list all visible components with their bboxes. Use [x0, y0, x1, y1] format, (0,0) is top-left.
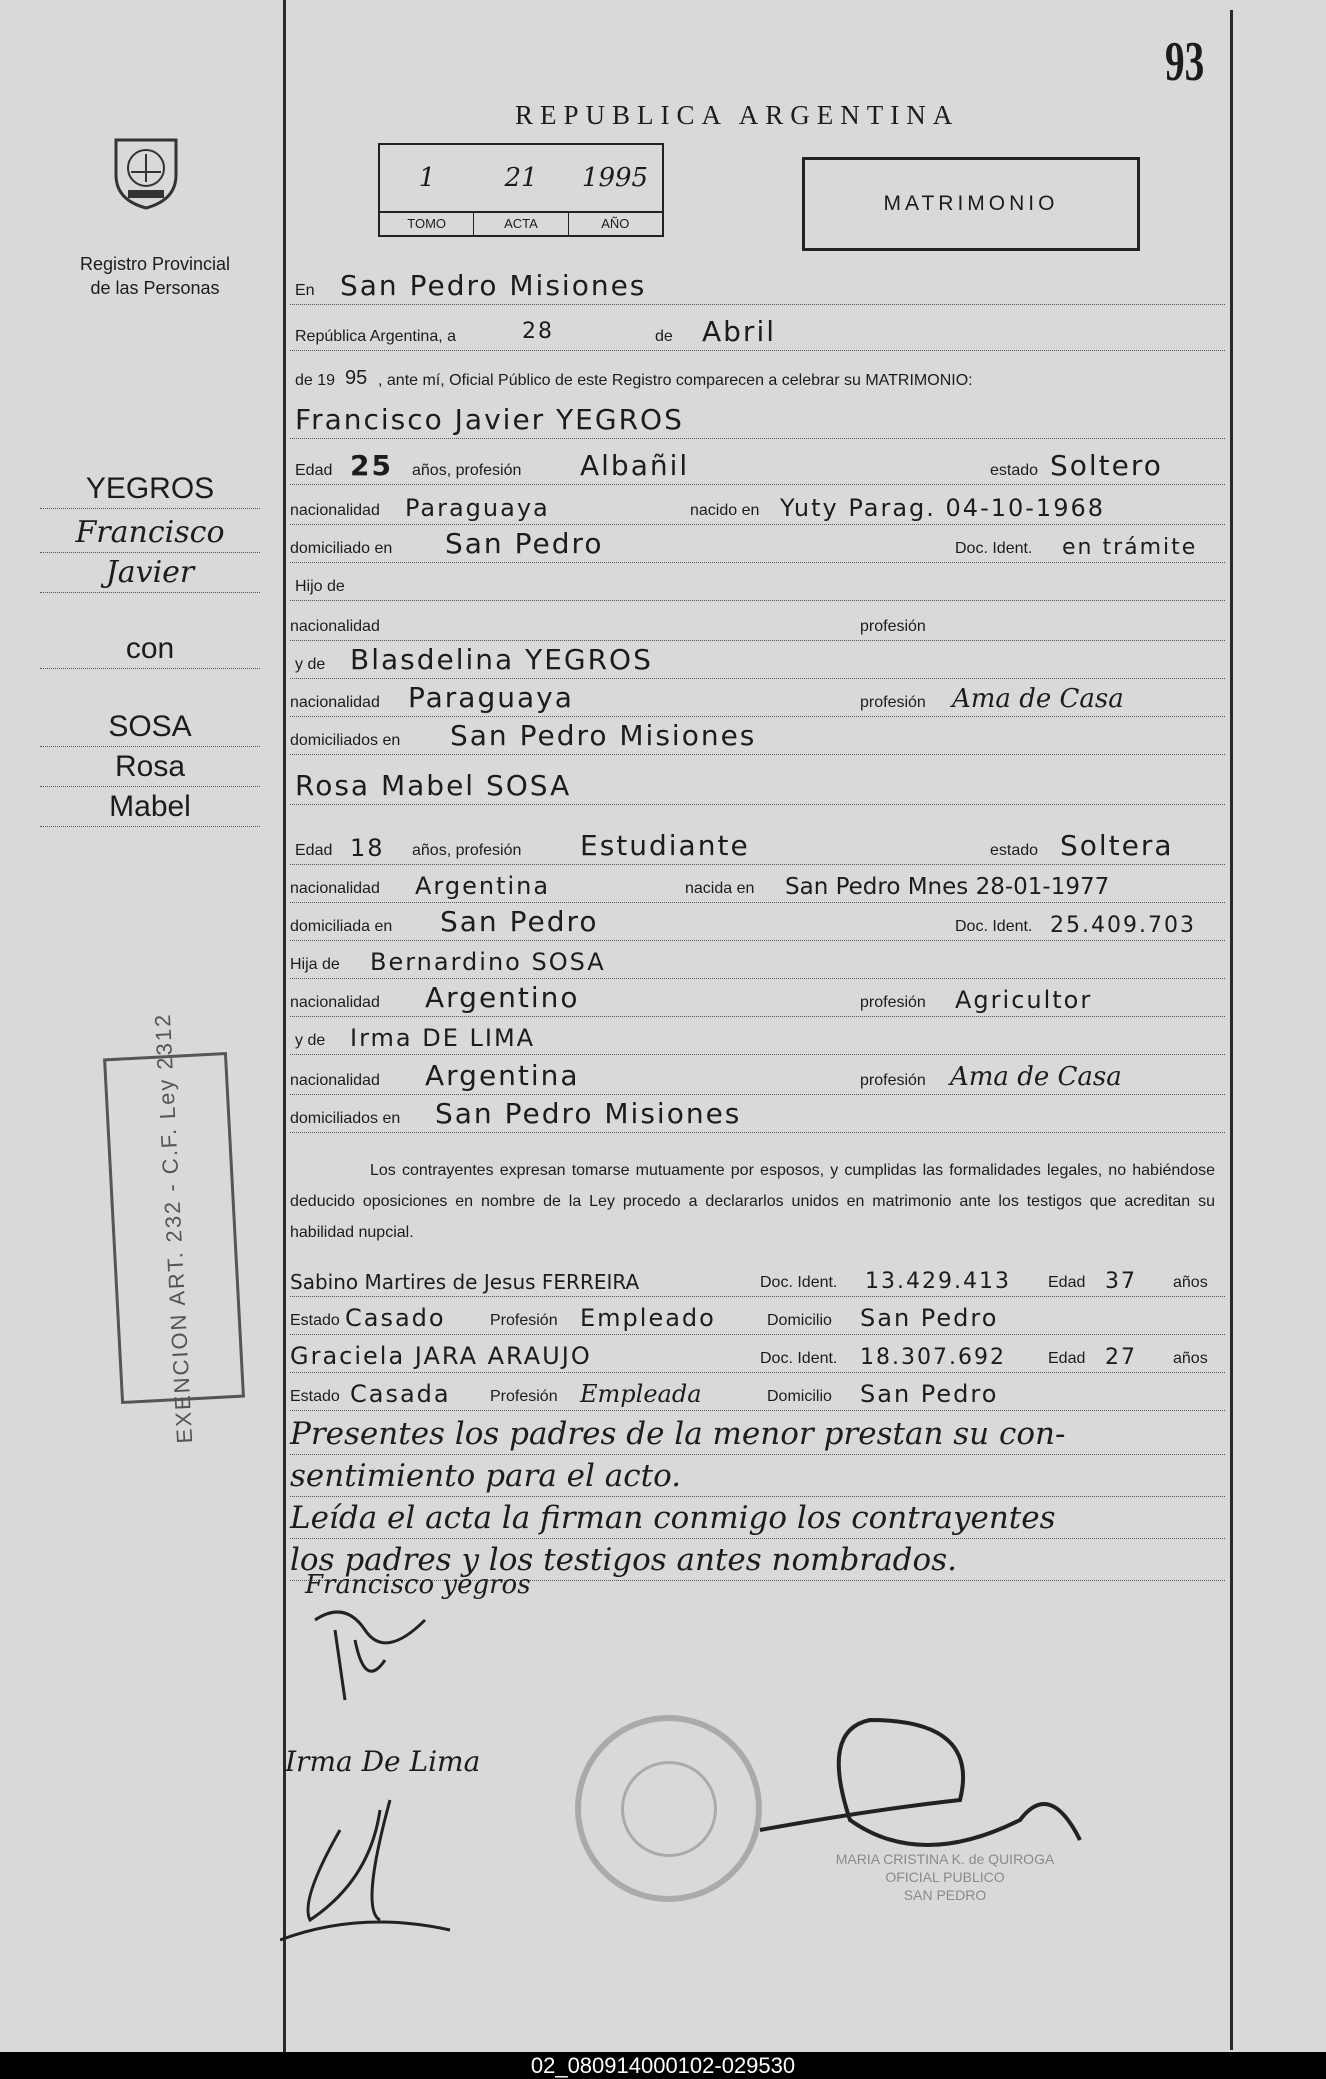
- witness-2-profession: Empleada: [580, 1380, 702, 1408]
- domicilio-label: Domicilio: [767, 1312, 832, 1329]
- nacionalidad-label: nacionalidad: [290, 880, 380, 897]
- form-row: [290, 1300, 1225, 1335]
- anos-profesion-label: años, profesión: [412, 842, 522, 859]
- margin-name-row: [40, 708, 260, 747]
- edad-label: Edad: [295, 842, 333, 859]
- form-row: [290, 404, 1225, 439]
- bride-age: 18: [350, 834, 385, 862]
- comparecen-text: , ante mí, Oficial Público de este Registro comparecen a celebrar su MATRIMONIO:: [378, 372, 973, 389]
- year-prefix: de 19: [295, 372, 336, 389]
- note-row: [290, 1500, 1225, 1539]
- groom-mother-nationality: Paraguaya: [408, 681, 574, 714]
- witness-2-domicile: San Pedro: [860, 1380, 999, 1408]
- day-value: 28: [522, 319, 554, 344]
- tomo-label: TOMO: [380, 213, 474, 235]
- hija-label: Hija de: [290, 956, 340, 973]
- edad-label: Edad: [295, 462, 333, 479]
- margin-name-row: [40, 554, 260, 593]
- groom-domicile: San Pedro: [445, 527, 604, 560]
- anos-profesion-label: años, profesión: [412, 462, 522, 479]
- profesion-label: profesión: [860, 994, 926, 1011]
- margin-surname: YEGROS: [85, 472, 215, 505]
- domiciliados-label: domiciliados en: [290, 732, 401, 749]
- estado-label: estado: [990, 842, 1039, 859]
- en-label: En: [295, 282, 315, 299]
- acta-label: ACTA: [474, 213, 568, 235]
- bride-mother-profession: Ama de Casa: [950, 1062, 1122, 1092]
- bride-parents-domicile: San Pedro Misiones: [435, 1097, 742, 1130]
- edad-label: Edad: [1048, 1350, 1086, 1367]
- witness-1-doc: 13.429.413: [865, 1269, 1011, 1294]
- doc-label: Doc. Ident.: [760, 1350, 838, 1367]
- form-row: [290, 450, 1225, 485]
- document-id-footer: 02_080914000102-029530: [0, 2052, 1326, 2079]
- note-line-3: Leída el acta la firman conmigo los contrayentes: [290, 1500, 1056, 1536]
- official-round-seal: [575, 1715, 762, 1902]
- profesion-label: profesión: [860, 1072, 926, 1089]
- bride-nationality: Argentina: [415, 872, 551, 900]
- groom-mother-profession: Ama de Casa: [952, 684, 1124, 714]
- legal-paragraph: Los contrayentes expresan tomarse mutuamente por esposos, y cumplidas las formalidades legales, no habiéndose deducido oposiciones en nombre de la Ley procedo a declararlos unidos en matrimonio ante los testigos que acreditan su habilidad nupcial.: [290, 1162, 1215, 1241]
- form-row: [290, 682, 1225, 717]
- bride-doc: 25.409.703: [1050, 913, 1196, 938]
- acta-value: 21: [504, 163, 538, 193]
- domiciliada-label: domiciliada en: [290, 918, 393, 935]
- ano-value: 1995: [581, 163, 649, 193]
- form-row: [290, 490, 1225, 525]
- groom-civil-status: Soltero: [1050, 449, 1163, 482]
- witness-1-domicile: San Pedro: [860, 1304, 999, 1332]
- bride-mother: Irma DE LIMA: [350, 1024, 536, 1052]
- witness-1-status: Casado: [345, 1304, 446, 1332]
- doc-label: Doc. Ident.: [955, 540, 1033, 557]
- estado-label: Estado: [290, 1388, 340, 1405]
- right-border-line: [1230, 10, 1233, 2050]
- signature-scribble: [305, 1600, 455, 1710]
- tax-exemption-stamp: [103, 1012, 245, 1444]
- signature-bride-mother: Irma De Lima: [285, 1745, 481, 1778]
- groom-parents-domicile: San Pedro Misiones: [450, 719, 757, 752]
- bride-domicile: San Pedro: [440, 905, 599, 938]
- form-row: [290, 270, 1225, 305]
- form-row: [290, 1376, 1225, 1411]
- groom-nationality: Paraguaya: [405, 494, 550, 522]
- form-row: [290, 830, 1225, 865]
- groom-doc: en trámite: [1062, 535, 1198, 560]
- witness-2-status: Casada: [350, 1380, 451, 1408]
- groom-profession: Albañil: [580, 449, 690, 482]
- form-row: [290, 1060, 1225, 1095]
- ano-label: AÑO: [601, 216, 630, 231]
- nacionalidad-label: nacionalidad: [290, 1072, 380, 1089]
- form-row: [290, 566, 1225, 601]
- form-row: [290, 868, 1225, 903]
- margin-middle-name: Javier: [105, 555, 195, 590]
- edad-label: Edad: [1048, 1274, 1086, 1291]
- witness-2-doc: 18.307.692: [860, 1345, 1006, 1370]
- margin-name-row: [40, 748, 260, 787]
- profesion-label: profesión: [860, 694, 926, 711]
- witness-1-age: 37: [1105, 1269, 1137, 1294]
- stamp-text: EXENCION ART. 232 - C.F. Ley 2312: [149, 1012, 198, 1444]
- form-row: [290, 770, 1225, 805]
- place-value: San Pedro Misiones: [340, 269, 647, 302]
- form-row: [290, 528, 1225, 563]
- profesion-label: profesión: [860, 618, 926, 635]
- official-title: OFICIAL PUBLICO: [885, 1869, 1005, 1885]
- witness-2-name: Graciela JARA ARAUJO: [290, 1342, 592, 1370]
- doc-label: Doc. Ident.: [760, 1274, 838, 1291]
- note-line-1: Presentes los padres de la menor prestan su con-: [290, 1416, 1066, 1452]
- hijo-label: Hijo de: [295, 578, 345, 595]
- margin-first-name: Francisco: [75, 515, 225, 550]
- record-type-box: MATRIMONIO: [802, 157, 1140, 251]
- witness-2-age: 27: [1105, 1345, 1137, 1370]
- profesion-label: Profesión: [490, 1388, 558, 1405]
- form-row: [290, 944, 1225, 979]
- form-row: [290, 360, 1225, 394]
- note-line-2: sentimiento para el acto.: [290, 1458, 682, 1494]
- registry-line-1: Registro Provincial: [79, 254, 231, 274]
- bride-birth: San Pedro Mnes 28-01-1977: [785, 874, 1110, 900]
- note-line-4: los padres y los testigos antes nombrados.: [290, 1542, 957, 1578]
- acta-reference-box: [378, 143, 664, 237]
- profesion-label: Profesión: [490, 1312, 558, 1329]
- page-number: 93: [1165, 31, 1205, 93]
- doc-label: Doc. Ident.: [955, 918, 1033, 935]
- anos-label: años: [1173, 1350, 1208, 1367]
- form-row: [290, 982, 1225, 1017]
- estado-label: Estado: [290, 1312, 340, 1329]
- signature-scribble: [280, 1790, 510, 1950]
- form-row: [290, 316, 1225, 351]
- form-row: [290, 644, 1225, 679]
- margin-middle-name-2: Mabel: [109, 790, 191, 823]
- bride-name: Rosa Mabel SOSA: [295, 769, 572, 802]
- note-row: [290, 1416, 1225, 1455]
- witness-1-name: Sabino Martires de Jesus FERREIRA: [290, 1270, 640, 1294]
- de-label: de: [655, 328, 673, 345]
- margin-name-row: [40, 514, 260, 553]
- bride-father-nationality: Argentino: [425, 981, 580, 1014]
- official-name: MARIA CRISTINA K. de QUIROGA: [835, 1851, 1055, 1867]
- form-row: [290, 906, 1225, 941]
- tomo-value: 1: [418, 163, 436, 193]
- domiciliados-label: domiciliados en: [290, 1110, 401, 1127]
- groom-age: 25: [350, 449, 393, 482]
- groom-name: Francisco Javier YEGROS: [295, 403, 684, 436]
- form-row: [290, 1338, 1225, 1373]
- note-row: [290, 1458, 1225, 1497]
- bride-father: Bernardino SOSA: [370, 948, 606, 976]
- form-row: [290, 1020, 1225, 1055]
- document-title: REPUBLICA ARGENTINA: [515, 100, 960, 130]
- nacido-label: nacido en: [690, 502, 760, 519]
- nacionalidad-label: nacionalidad: [290, 694, 380, 711]
- nacida-label: nacida en: [685, 880, 755, 897]
- margin-con: con: [125, 632, 175, 665]
- y-de-label: y de: [295, 1032, 326, 1049]
- form-row: [290, 606, 1225, 641]
- form-row: [290, 720, 1225, 755]
- bride-profession: Estudiante: [580, 829, 750, 862]
- bride-mother-nationality: Argentina: [425, 1059, 580, 1092]
- domicilio-label: Domicilio: [767, 1388, 832, 1405]
- signature-groom: Francisco yegros: [305, 1570, 531, 1600]
- registry-name: [40, 252, 270, 300]
- groom-birth: Yuty Parag. 04-10-1968: [780, 494, 1106, 522]
- witness-1-profession: Empleado: [580, 1304, 716, 1332]
- form-row: [290, 1262, 1225, 1297]
- domiciliado-label: domiciliado en: [290, 540, 393, 557]
- republica-label: República Argentina, a: [295, 328, 456, 345]
- estado-label: estado: [990, 462, 1039, 479]
- anos-label: años: [1173, 1274, 1208, 1291]
- nacionalidad-label: nacionalidad: [290, 502, 380, 519]
- registry-line-2: de las Personas: [90, 278, 220, 298]
- nacionalidad-label: nacionalidad: [290, 618, 380, 635]
- margin-name-row: [40, 470, 260, 509]
- margin-name-row: [40, 630, 260, 669]
- bride-father-profession: Agricultor: [955, 986, 1093, 1014]
- nacionalidad-label: nacionalidad: [290, 994, 380, 1011]
- y-de-label: y de: [295, 656, 326, 673]
- groom-mother: Blasdelina YEGROS: [350, 643, 653, 676]
- year-suffix: 95: [345, 367, 368, 389]
- official-place: SAN PEDRO: [903, 1887, 987, 1903]
- margin-first-name-2: Rosa: [114, 750, 186, 783]
- provincial-seal-icon: [106, 130, 186, 210]
- form-row: [290, 1098, 1225, 1133]
- official-stamp: [800, 1850, 1090, 1904]
- margin-name-row: [40, 788, 260, 827]
- bride-civil-status: Soltera: [1060, 829, 1174, 862]
- margin-surname-2: SOSA: [108, 710, 192, 743]
- month-value: Abril: [702, 315, 776, 348]
